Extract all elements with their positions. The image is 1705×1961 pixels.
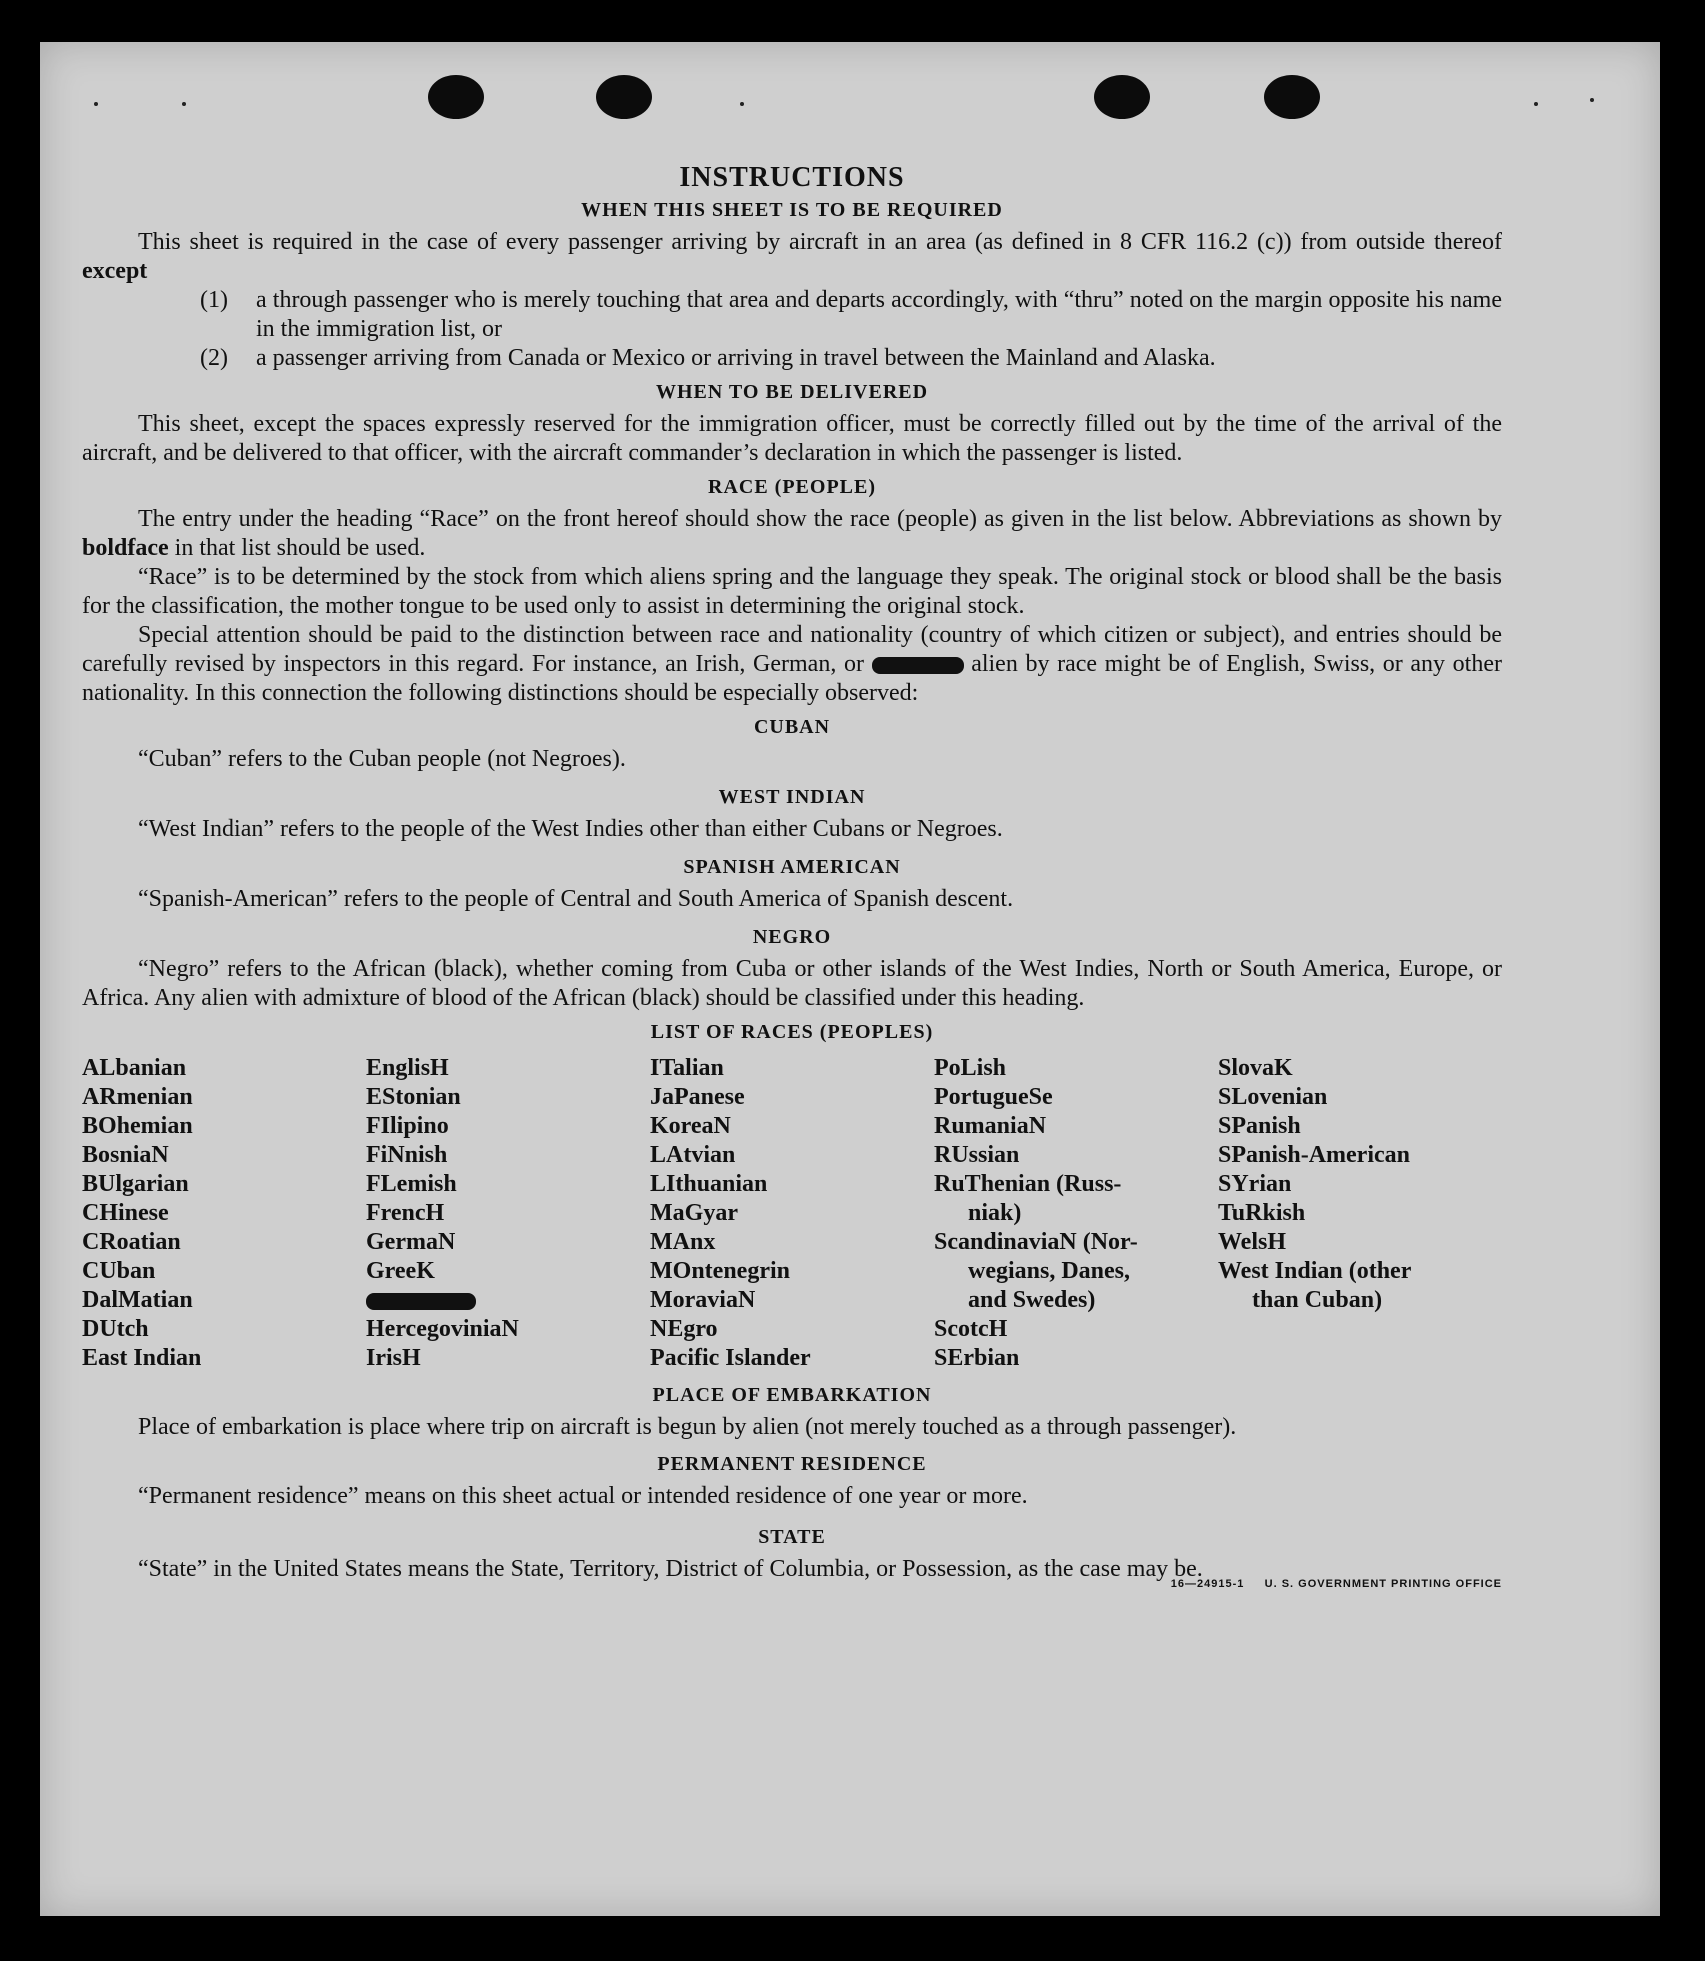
- race-entry: WelsH: [1218, 1229, 1287, 1255]
- state-text: “State” in the United States means the State, Territory, District of Columbia, or Possession, as the case may be.: [138, 1556, 1203, 1582]
- race-entry: GreeK: [366, 1258, 435, 1284]
- race-entry: FiNnish: [366, 1142, 448, 1168]
- race-entry: FIlipino: [366, 1113, 449, 1139]
- race-entry: LIthuanian: [650, 1171, 768, 1197]
- heading-cuban: CUBAN: [753, 716, 831, 738]
- races-column-4: [934, 1054, 1218, 1373]
- heading-race: RACE (PEOPLE): [708, 476, 876, 498]
- punch-hole-4: [1264, 75, 1320, 119]
- heading-west-indian: WEST INDIAN: [718, 786, 866, 808]
- race-entry: BUlgarian: [82, 1171, 189, 1197]
- race-entry: SLovenian: [1218, 1084, 1328, 1110]
- race-entry: LAtvian: [650, 1142, 736, 1168]
- exception-text-1: a through passenger who is merely touching that area and departs accordingly, with “thru” noted on the margin opposite his name in the immigration list, or: [256, 287, 1502, 342]
- punch-hole-1: [428, 75, 484, 119]
- spanish-american-text: “Spanish-American” refers to the people of Central and South America of Spanish descent.: [138, 886, 1014, 912]
- race-entry: MoraviaN: [650, 1287, 756, 1313]
- race-entry: EnglisH: [366, 1055, 449, 1081]
- race-entry: ARmenian: [82, 1084, 193, 1110]
- page-title: INSTRUCTIONS: [679, 162, 905, 193]
- race-p3-part-a: Special attention should be paid to the distinction between race and nationality (country of which citizen or subject), and entries should be carefully revised by inspectors in this regard. For instance, an Irish, German, or: [82, 622, 1502, 677]
- race-entry: SlovaK: [1218, 1055, 1293, 1081]
- race-entry: DalMatian: [82, 1287, 193, 1313]
- exception-number-2: (2): [200, 345, 228, 371]
- required-intro: [82, 228, 1502, 286]
- race-p3-part-b: alien by race might be of English, Swiss, or any other nationality. In this connection the following distinctions should be especially observed:: [82, 651, 1502, 706]
- race-entry: ITalian: [650, 1055, 724, 1081]
- race-entry-continued: and Swedes): [968, 1287, 1096, 1313]
- heading-place-of-embarkation: PLACE OF EMBARKATION: [652, 1384, 932, 1406]
- race-entry: HercegoviniaN: [366, 1316, 519, 1342]
- punch-hole-3: [1094, 75, 1150, 119]
- speck: [94, 102, 98, 106]
- race-paragraph-3: [82, 621, 1502, 708]
- race-entry: East Indian: [82, 1345, 202, 1371]
- races-column-2: [366, 1054, 650, 1373]
- heading-when-delivered: WHEN TO BE DELIVERED: [655, 381, 929, 403]
- race-entry: JaPanese: [650, 1084, 745, 1110]
- race-entry: KoreaN: [650, 1113, 731, 1139]
- race-entry: SErbian: [934, 1345, 1020, 1371]
- race-entry: EStonian: [366, 1084, 461, 1110]
- delivered-text: This sheet, except the spaces expressly reserved for the immigration officer, must be correctly filled out by the time of the arrival of the aircraft, and be delivered to that officer, with the aircraft commander’s declaration in which the passenger is listed.: [82, 411, 1502, 466]
- form-footer: [1171, 1570, 1502, 1599]
- race-entry: RumaniaN: [934, 1113, 1047, 1139]
- race-paragraph-2: “Race” is to be determined by the stock from which aliens spring and the language they speak. The original stock or blood shall be the basis for the classification, the mother tongue to be used only to assist in determining the original stock.: [82, 564, 1502, 619]
- exception-item-2: [200, 344, 1502, 373]
- race-entry: SPanish-American: [1218, 1142, 1410, 1168]
- exception-item-1: [200, 286, 1502, 344]
- race-entry: CHinese: [82, 1200, 169, 1226]
- embarkation-text: Place of embarkation is place where trip on aircraft is begun by alien (not merely touched as a through passenger).: [138, 1414, 1237, 1440]
- redaction-mark: [366, 1293, 476, 1310]
- race-entry: DUtch: [82, 1316, 149, 1342]
- speck: [1590, 98, 1594, 102]
- race-entry: NEgro: [650, 1316, 718, 1342]
- exception-text-2: a passenger arriving from Canada or Mexico or arriving in travel between the Mainland and Alaska.: [256, 345, 1216, 371]
- race-paragraph-1: [82, 505, 1502, 563]
- redaction-mark: [872, 657, 964, 674]
- race-entry: PoLish: [934, 1055, 1007, 1081]
- race-entry: IrisH: [366, 1345, 421, 1371]
- residence-text: “Permanent residence” means on this sheet actual or intended residence of one year or more.: [138, 1483, 1028, 1509]
- race-entry: GermaN: [366, 1229, 456, 1255]
- race-entry-continued: niak): [968, 1200, 1022, 1226]
- instructions-content: [82, 160, 1502, 1590]
- race-entry: FrencH: [366, 1200, 445, 1226]
- heading-when-required: WHEN THIS SHEET IS TO BE REQUIRED: [581, 199, 1003, 221]
- speck: [740, 102, 744, 106]
- race-entry-continued: wegians, Danes,: [968, 1258, 1131, 1284]
- race-entry-continued: than Cuban): [1252, 1287, 1383, 1313]
- race-entry-redacted: [366, 1286, 650, 1315]
- punch-hole-2: [596, 75, 652, 119]
- negro-text: “Negro” refers to the African (black), whether coming from Cuba or other islands of the West Indies, North or South America, Europe, or Africa. Any alien with admixture of blood of the African (black) should be classified under this heading.: [82, 956, 1502, 1011]
- races-column-5: [1218, 1054, 1502, 1373]
- speck: [182, 102, 186, 106]
- heading-permanent-residence: PERMANENT RESIDENCE: [657, 1453, 927, 1475]
- printer-imprint: U. S. GOVERNMENT PRINTING OFFICE: [1264, 1578, 1502, 1590]
- heading-state: STATE: [758, 1526, 826, 1548]
- race-entry: FLemish: [366, 1171, 457, 1197]
- race-p1-boldface: boldface: [82, 535, 169, 561]
- race-entry: Pacific Islander: [650, 1345, 811, 1371]
- race-entry: CRoatian: [82, 1229, 181, 1255]
- race-entry: ScotcH: [934, 1316, 1008, 1342]
- race-entry: RUssian: [934, 1142, 1020, 1168]
- speck: [1534, 102, 1538, 106]
- race-entry: MaGyar: [650, 1200, 738, 1226]
- race-entry: SPanish: [1218, 1113, 1301, 1139]
- race-p1-part-a: The entry under the heading “Race” on the front hereof should show the race (people) as given in the list below. Abbreviations as shown by: [138, 506, 1502, 532]
- cuban-text: “Cuban” refers to the Cuban people (not Negroes).: [138, 746, 626, 772]
- races-column-1: [82, 1054, 366, 1373]
- races-column-3: [650, 1054, 934, 1373]
- race-entry: MAnx: [650, 1229, 716, 1255]
- required-intro-text: This sheet is required in the case of every passenger arriving by aircraft in an area (as defined in 8 CFR 116.2 (c)) from outside thereof: [138, 229, 1502, 255]
- race-entry: BosniaN: [82, 1142, 169, 1168]
- race-entry: ScandinaviaN (Nor-: [934, 1229, 1138, 1255]
- races-list: [82, 1054, 1502, 1373]
- heading-negro: NEGRO: [752, 926, 832, 948]
- race-p1-part-b: in that list should be used.: [174, 535, 426, 561]
- race-entry: MOntenegrin: [650, 1258, 790, 1284]
- race-entry: PortugueSe: [934, 1084, 1053, 1110]
- west-indian-text: “West Indian” refers to the people of the West Indies other than either Cubans or Negroes.: [138, 816, 1003, 842]
- document-sheet: [40, 42, 1660, 1916]
- heading-list-of-races: LIST OF RACES (PEOPLES): [650, 1021, 934, 1043]
- race-entry: West Indian (other: [1218, 1258, 1412, 1284]
- race-entry: CUban: [82, 1258, 156, 1284]
- race-entry: BOhemian: [82, 1113, 193, 1139]
- race-entry: TuRkish: [1218, 1200, 1306, 1226]
- exception-number-1: (1): [200, 287, 228, 313]
- required-intro-except: except: [82, 258, 148, 284]
- race-entry: ALbanian: [82, 1055, 187, 1081]
- race-entry: SYrian: [1218, 1171, 1292, 1197]
- form-number: 16—24915-1: [1170, 1578, 1245, 1590]
- heading-spanish-american: SPANISH AMERICAN: [683, 856, 901, 878]
- race-entry: RuThenian (Russ-: [934, 1171, 1122, 1197]
